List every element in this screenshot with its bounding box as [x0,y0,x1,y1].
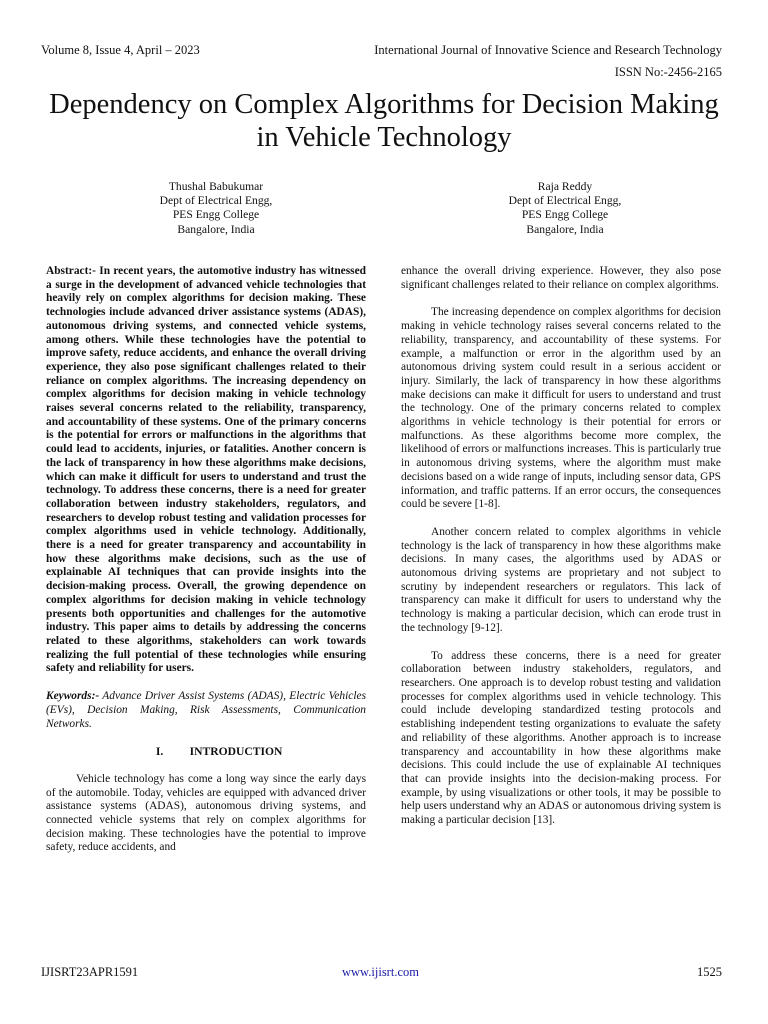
author-city: Bangalore, India [177,222,255,236]
body-paragraph: Another concern related to complex algorithms in vehicle technology is the lack of transparency in how these algorithms make decisions. In many cases, the algorithms used by ADAS or autonomous driving systems are proprietary and not subject to scrutiny by independent researchers or regulators. This lack of transparency can make it difficult for users to understand why the technology is making a particular decision, which can erode trust in the technology [9-12]. [401,525,721,634]
author-college: PES Engg College [521,208,609,222]
intro-paragraph: Vehicle technology has come a long way since the early days of the automobile. Today, vehicles are equipped with advanced driver assistance systems (ADAS), autonomous driving systems, and connected vehicle systems that rely on complex algorithms for decision making. These technologies have the potential to improve safety, reduce accidents, and [46,772,366,854]
body-paragraph: To address these concerns, there is a need for greater collaboration between industry stakeholders, regulators, and researchers. One approach is to develop robust testing and validation processes for complex algorithms used in vehicle technology. This could include developing standardized testing protocols and establishing independent testing organizations to evaluate the safety and reliability of these algorithms. Another approach is to increase transparency and accountability in how these algorithms make decisions. This could include the use of explainable AI techniques that can provide insights into the decision-making process. For example, by using visualizations or other tools, it may be possible to help users understand why an ADAS or autonomous driving system is making a particular decision [13]. [401,649,721,827]
section-heading [46,745,366,759]
keywords [46,690,366,731]
body-paragraph: enhance the overall driving experience. However, they also pose significant challenges related to their reliance on complex algorithms. [401,265,721,291]
section-number: I. [155,745,164,759]
author-college: PES Engg College [172,208,260,222]
author-block-1 [106,180,326,237]
abstract-label: Abstract [46,265,89,277]
keywords-label: Keywords:- [46,690,100,703]
author-dept: Dept of Electrical Engg, [159,194,273,208]
body-paragraph: The increasing dependence on complex algorithms for decision making in vehicle technology raises several concerns related to the reliability, transparency, and accountability of these systems. For example, a malfunction or error in the algorithm used by an autonomous driving system could result in a serious accident or injury. Similarly, the lack of transparency in how these algorithms make decisions can make it difficult for users to understand and trust the technology. One of the primary concerns related to complex algorithms in vehicle technology is their potential for errors or malfunctions. As these algorithms become more complex, the likelihood of errors or malfunctions increases. This is particularly true in autonomous driving systems, where the algorithm must make decisions based on a wide range of inputs, including sensor data, GPS information, and traffic patterns. If an error occurs, the consequences could be severe [1-8]. [401,306,721,511]
section-title: INTRODUCTION [189,745,283,759]
author-dept: Dept of Electrical Engg, [508,194,622,208]
keywords-text: Advance Driver Assist Systems (ADAS), Electric Vehicles (EVs), Decision Making, Risk Assessments, Communication Networks. [46,690,366,730]
author-name: Thushal Babukumar [168,180,264,193]
abstract-text: :- In recent years, the automotive industry has witnessed a surge in the development of advanced vehicle technologies that heavily rely on complex algorithms for decision making. These technologies include advanced driver assistance systems (ADAS), autonomous driving systems, and connected vehicle systems, among others. While these technologies have the potential to improve safety, reduce accidents, and enhance the overall driving experience, they also pose significant challenges related to their reliance on complex algorithms. The increasing dependency on complex algorithms for decision making in vehicle technology raises several concerns related to the reliability, transparency, and accountability of these systems. One of the primary concerns is the potential for errors or malfunctions in the algorithms that could lead to accidents, injuries, or fatalities. Another concern is the lack of transparency in how these algorithms make decisions, which can make it difficult for users to understand and trust the technology. To address these concerns, there is a need for greater collaboration between industry stakeholders, regulators, and researchers to develop robust testing and validation processes for complex algorithms used in vehicle technology. Additionally, there is a need for greater transparency and accountability in how these algorithms make decisions, such as the use of explainable AI techniques that can provide insights into the decision-making process. Overall, the growing dependence on complex algorithms for decision making in vehicle technology presents both opportunities and challenges for the automotive industry. This paper aims to details by addressing the concerns related to these algorithms, stakeholders can work towards realizing the full potential of these technologies while ensuring safety and reliability for users. [46,265,366,675]
page-number: 1525 [697,965,722,979]
issn: ISSN No:-2456-2165 [614,65,722,79]
paper-title: Dependency on Complex Algorithms for Decision Making in Vehicle Technology [49,89,719,153]
author-city: Bangalore, India [526,222,604,236]
volume-issue: Volume 8, Issue 4, April – 2023 [41,43,200,57]
journal-name: International Journal of Innovative Science and Research Technology [374,43,722,57]
left-column [46,265,366,855]
paper-id: IJISRT23APR1591 [41,965,139,979]
author-name: Raja Reddy [537,180,593,193]
abstract [46,265,366,676]
journal-url-link[interactable]: www.ijisrt.com [342,965,419,979]
right-column [401,265,721,828]
author-block-2 [455,180,675,237]
